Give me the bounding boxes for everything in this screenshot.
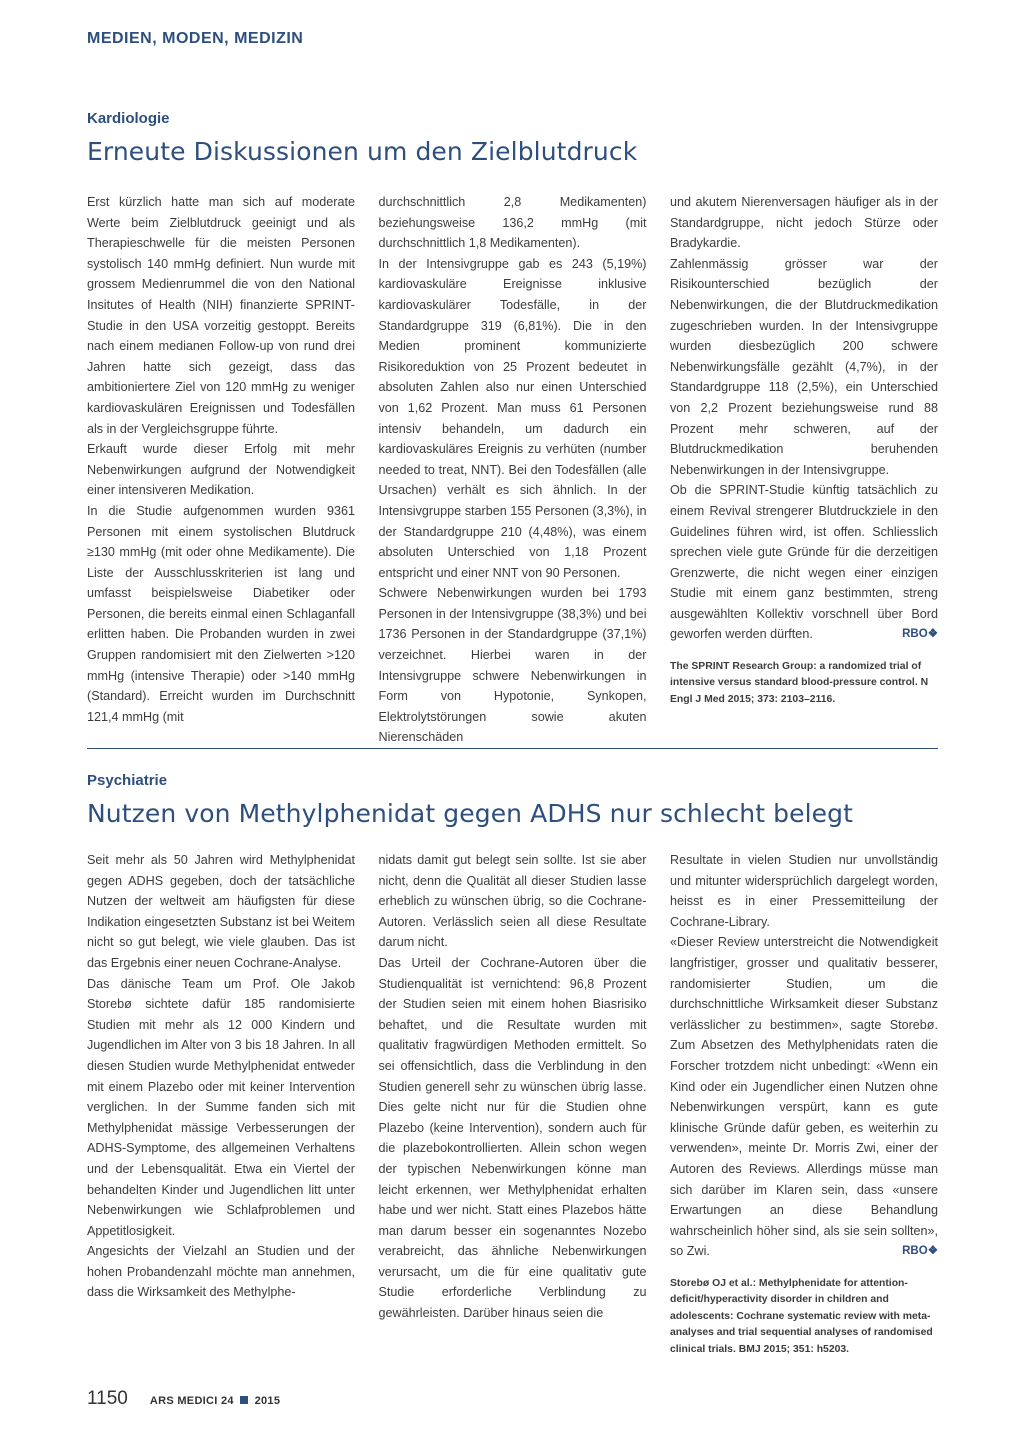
paragraph: Erkauft wurde dieser Erfolg mit mehr Nebenwirkungen aufgrund der Notwendigkeit einer intensiveren Medikation. bbox=[87, 442, 355, 498]
article-psychiatrie bbox=[87, 772, 938, 1355]
page-footer bbox=[87, 1388, 280, 1410]
paragraph: und akutem Nierenversagen häufiger als in der Standardgruppe, nicht jedoch Stürze oder Bradykardie. bbox=[670, 195, 938, 251]
article-kardiologie bbox=[87, 110, 938, 745]
paragraph bbox=[670, 480, 938, 645]
masthead: MEDIEN, MODEN, MEDIZIN bbox=[87, 30, 304, 47]
author-signature bbox=[902, 624, 938, 645]
paragraph: Zahlenmässig grösser war der Risikounterschied bezüglich der Nebenwirkungen, die der Blutdruckmedikation zugeschrieben wurden. In der Intensivgruppe wurden diesbezüglich 200 schwere Nebenwirkungsfälle gezählt (4,7%), in der Standardgruppe 118 (2,5%), ein Unterschied von 2,2 Prozent beziehungsweise rund 88 Prozent mehr schweren, auf der Blutdruckmedikation beruhenden Nebenwirkungen in der Intensivgruppe. bbox=[670, 256, 938, 477]
diamond-icon: ❖ bbox=[927, 1245, 938, 1258]
page-number: 1150 bbox=[87, 1388, 128, 1409]
article-columns bbox=[87, 192, 938, 748]
paragraph: Erst kürzlich hatte man sich auf moderate Werte beim Zielblutdruck geeinigt und als Therapieschwelle für die meisten Personen systolisch 140 mmHg definiert. Nun wurde mit grossem Medienrummel die von den National Insitutes of Health (NIH) finanzierte SPRINT-Studie in den USA vorzeitig gestoppt. Bereits nach einem medianen Follow-up von rund drei Jahren hatte sich gezeigt, dass das ambitioniertere Ziel von 120 mmHg zu weniger kardiovaskulären Ereignissen und Todesfällen als in der Vergleichsgruppe führte. bbox=[87, 195, 355, 436]
diamond-icon: ❖ bbox=[927, 628, 938, 641]
paragraph-text: Ob die SPRINT-Studie künftig tatsächlich zu einem Revival strengerer Blutdruckziele in den Guidelines führen wird, ist offen. Schliesslich sprechen viele gute Gründe für die derzeitigen Grenzwerte, die nicht wegen einer einzigen Studie mit einem ganz bestimmten, streng ausgewählten Kollektiv vorschnell über Bord geworfen werden dürften. bbox=[670, 483, 938, 642]
paragraph: Resultate in vielen Studien nur unvollständig und mitunter widersprüchlich dargelegt worden, heisst es in einer Pressemitteilung der Cochrane-Library. bbox=[670, 853, 938, 929]
paragraph: Schwere Nebenwirkungen wurden bei 1793 Personen in der Intensivgruppe (38,3%) und bei 1736 Personen in der Standardgruppe (37,1%) verzeichnet. Hierbei waren in der Intensivgruppe schwere Nebenwirkungen in Form von Hypotonie, Synkopen, Elektrolytstörungen sowie akuten Nierenschäden bbox=[378, 586, 647, 745]
signature-initials: RBO bbox=[902, 628, 928, 641]
reference: Storebø OJ et al.: Methylphenidate for attention-deficit/hyperactivity disorder in children and adolescents: Cochrane systematic review with meta-analyses and trial sequential analyses of randomised clinical trials. BMJ 2015; 351: h5203. bbox=[670, 1277, 933, 1355]
author-signature bbox=[902, 1241, 938, 1262]
paragraph: Das dänische Team um Prof. Ole Jakob Storebø sichtete dafür 185 randomisierte Studien mit mehr als 12 000 Kindern und Jugendlichen im Alter von 3 bis 18 Jahren. In all diesen Studien wurde Methylphenidat entweder mit einem Plazebo oder mit keiner Intervention verglichen. In der Summe fanden sich mit Methylphenidat mässige Verbesserungen der ADHS-Symptome, des allgemeinen Verhaltens und der Lebensqualität. Etwa ein Viertel der behandelten Kinder und Jugendlichen litt unter Nebenwirkungen wie Schlafproblemen und Appetitlosigkeit. bbox=[87, 976, 355, 1238]
journal-year: 2015 bbox=[254, 1395, 281, 1407]
journal-issue bbox=[150, 1395, 280, 1407]
paragraph: durchschnittlich 2,8 Medikamenten) beziehungsweise 136,2 mmHg (mit durchschnittlich 1,8 Medikamenten). bbox=[378, 195, 647, 251]
paragraph: Angesichts der Vielzahl an Studien und der hohen Probandenzahl möchte man annehmen, dass die Wirksamkeit des Methylphe- bbox=[87, 1244, 355, 1300]
paragraph: In die Studie aufgenommen wurden 9361 Personen mit einem systolischen Blutdruck ≥130 mmHg (mit oder ohne Medikamente). Die Liste der Ausschlusskriterien ist lang und umfasst beispielsweise Diabetiker oder Personen, die bereits einmal einen Schlaganfall erlitten haben. Die Probanden wurden in zwei Gruppen randomisiert mit den Zielwerten >120 mmHg (intensive Therapie) oder >140 mmHg (Standard). Erreicht wurden im Durchschnitt 121,4 mmHg (mit bbox=[87, 503, 355, 724]
article-column-3 bbox=[670, 850, 938, 1358]
paragraph: nidats damit gut belegt sein sollte. Ist sie aber nicht, denn die Qualität all dieser Studien lasse erheblich zu wünschen übrig, so die Cochrane-Autoren. Verlässlich seien all diese Resultate darum nicht. bbox=[378, 853, 647, 950]
article-column-2 bbox=[379, 192, 647, 748]
paragraph: Das Urteil der Cochrane-Autoren über die Studienqualität ist vernichtend: 96,8 Prozent der Studien seien mit einem hohen Biasrisiko behaftet, und die Resultate wurden mit qualitativ fragwürdigen Methoden ermittelt. So sei offensichtlich, dass die Verblindung in den Studien generell sehr zu wünschen übrig lasse. Dies gelte nicht nur für die Studien ohne Plazebo (keine Intervention), sondern auch für die plazebokontrollierten. Allein schon wegen der typischen Nebenwirkungen könne man leicht erkennen, wer Methylphenidat erhalten habe und wer nicht. Statt eines Plazebos hätte man darum besser ein sogenanntes Nozebo verabreicht, das ähnliche Nebenwirkungen verursacht, um die für eine qualitativ gute Studie erforderliche Verblindung zu gewährleisten. Darüber hinaus seien die bbox=[378, 955, 647, 1321]
article-column-1 bbox=[87, 850, 355, 1358]
article-kicker: Psychiatrie bbox=[87, 772, 168, 789]
article-column-1 bbox=[87, 192, 355, 748]
signature-initials: RBO bbox=[902, 1245, 928, 1258]
paragraph-text: «Dieser Review unterstreicht die Notwendigkeit langfristiger, grosser und qualitativ besserer, randomisierter Studien, um die durchschnittliche Wirksamkeit dieser Substanz verlässlicher zu bestimmen», sagte Storebø. Zum Absetzen des Methylphenidats raten die Forscher trotzdem nicht unbedingt: «Wenn ein Kind oder ein Jugendlicher einen Nutzen ohne Nebenwirkungen verspürt, kann es gute klinische Gründe dafür geben, es weiterhin zu verwenden», meinte Dr. Morris Zwi, einer der Autoren des Reviews. Allerdings müsse man sich darüber im Klaren sein, dass «unsere Erwartungen an diese Behandlung wahrscheinlich höher sind, als sie sein sollten», so Zwi. bbox=[670, 935, 938, 1259]
section-divider bbox=[87, 748, 938, 749]
paragraph bbox=[670, 932, 938, 1262]
reference: The SPRINT Research Group: a randomized trial of intensive versus standard blood-pressure control. N Engl J Med 2015; 373: 2103–2116. bbox=[670, 661, 929, 705]
article-headline: Erneute Diskussionen um den Zielblutdruck bbox=[87, 137, 638, 166]
article-column-2 bbox=[379, 850, 647, 1358]
journal-name: ARS MEDICI 24 bbox=[149, 1395, 234, 1407]
square-bullet-icon bbox=[240, 1396, 248, 1404]
paragraph: Seit mehr als 50 Jahren wird Methylphenidat gegen ADHS gegeben, doch der tatsächliche Nutzen der weltweit am häufigsten für diese Indikation eingesetzten Substanz ist bei Weitem nicht so gut belegt, wie viele glauben. Das ist das Ergebnis einer neuen Cochrane-Analyse. bbox=[87, 853, 355, 970]
paragraph: In der Intensivgruppe gab es 243 (5,19%) kardiovaskuläre Ereignisse inklusive kardiovaskulärer Todesfälle, in der Standardgruppe 319 (6,81%). Die in den Medien prominent kommunizierte Risikoreduktion von 25 Prozent bedeutet in absoluten Zahlen also nur einen Unterschied von 1,62 Prozent. Man muss 61 Personen intensiv behandeln, um dadurch ein kardiovaskuläres Ereignis zu verhüten (number needed to treat, NNT). Bei den Todesfällen (alle Ursachen) verhält es sich ähnlich. In der Intensivgruppe starben 155 Personen (3,3%), in der Standardgruppe 210 (4,48%), was einem absoluten Unterschied von 1,18 Prozent entspricht und einer NNT von 90 Personen. bbox=[378, 256, 647, 580]
article-headline: Nutzen von Methylphenidat gegen ADHS nur schlecht belegt bbox=[87, 799, 853, 828]
article-column-3 bbox=[670, 192, 938, 748]
article-kicker: Kardiologie bbox=[87, 110, 170, 127]
article-columns bbox=[87, 850, 938, 1358]
